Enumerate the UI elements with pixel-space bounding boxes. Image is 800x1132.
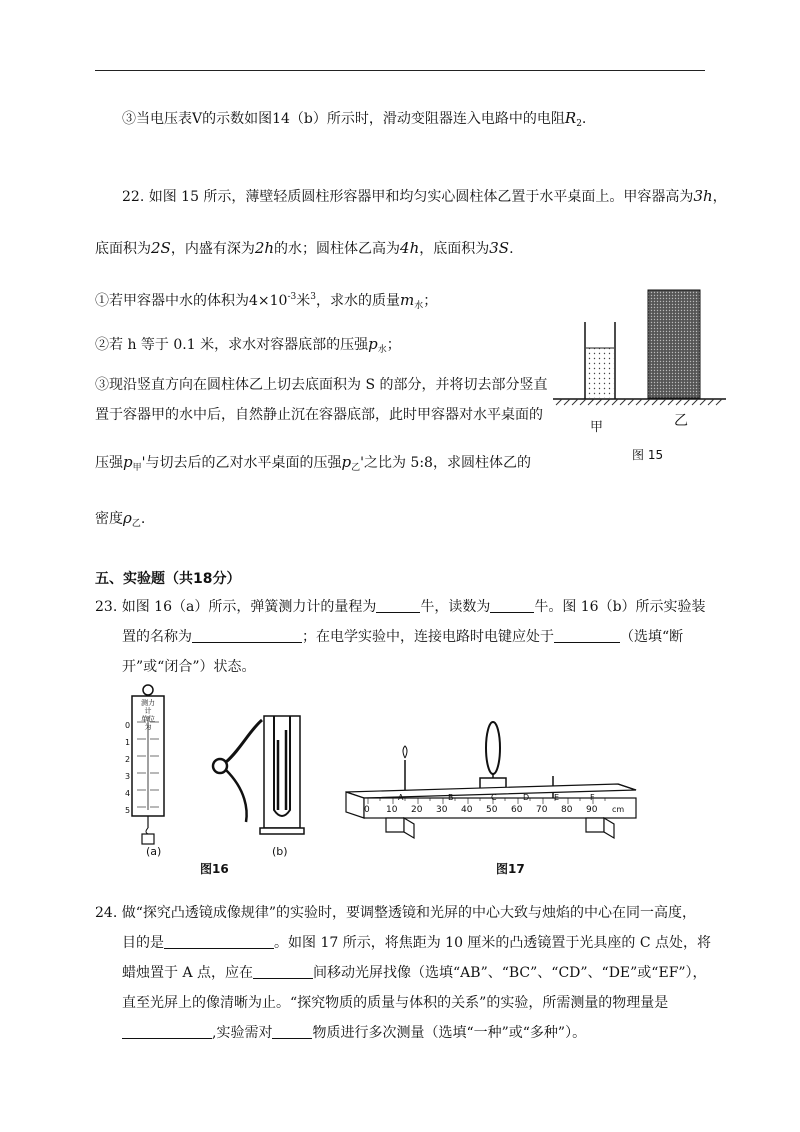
q21-part3 [122,108,586,129]
q23-text: 23. 如图 16（a）所示，弹簧测力计的量程为 [95,599,377,615]
water-body [586,348,614,398]
q24-text: ,实验需对 [212,1025,273,1041]
pressure-yi-subscript: 乙 [351,463,361,473]
mass-symbol: m [399,291,415,309]
scale-tick: 50 [486,805,498,815]
q23-text: 开”或“闭合”）状态。 [122,659,256,675]
point-d: D [523,793,530,802]
pressure-jia-symbol: p [123,453,133,471]
height-3h: 3h [693,187,713,205]
resistance-symbol: R [564,109,577,127]
density-subscript: 乙 [131,519,141,529]
density-symbol: ρ [123,509,132,527]
answer-blank-kinds[interactable] [272,1024,312,1039]
q22-punct: ， [712,189,727,205]
q22-text: ，求水的质量 [315,293,400,309]
q22-text: 22. 如图 15 所示，薄壁轻质圆柱形容器甲和均匀实心圆柱体乙置于水平桌面上。甲容器高为 [122,189,694,205]
scale-tick: 30 [436,805,448,815]
q22-text: ②若 h 等于 0.1 米，求水对容器底部的压强 [95,337,369,353]
scale-mark: 2 [125,755,131,764]
q24-text: 。如图 17 所示，将焦距为 10 厘米的凸透镜置于光具座的 C 点处，将 [274,935,712,951]
figure-17-caption: 图17 [496,862,525,876]
q24-text: 间移动光屏找像（选填“AB”、“BC”、“CD”、“DE”或“EF”）， [313,965,707,981]
q22-punct: ； [423,293,438,309]
resistance-subscript: 2 [576,119,582,129]
q22-punct: . [509,241,514,257]
answer-blank-quantities[interactable] [122,1024,212,1039]
scale-tick: 80 [561,805,573,815]
q22-text: 密度 [95,511,123,527]
scale-tick: 20 [411,805,423,815]
scale-tick: 90 [586,805,598,815]
scale-tick: 70 [536,805,548,815]
q24-line3 [122,962,707,982]
q23-text: ；在电学实验中，连接电路时电键应处于 [302,629,554,645]
q22-line2 [95,238,514,258]
mass-subscript: 水 [414,301,424,311]
q22-part3-l4 [95,508,145,529]
optical-bench-diagram [338,720,648,845]
q24-line4 [122,992,668,1012]
q24-text: 直至光屏上的像清晰为止。“探究物质的质量与体积的关系”的实验，所需测量的物理量是 [122,995,669,1011]
point-e: E [554,793,560,802]
scale-mark: 4 [125,789,131,798]
u-tube-manometer-diagram [206,710,306,840]
q23-text: 置的名称为 [122,629,192,645]
q24-line1 [95,902,696,922]
point-b: B [448,793,454,802]
scale-tick: 10 [386,805,398,815]
q24-text: 目的是 [122,935,164,951]
area-2s: 2S [151,239,171,257]
q24-line5 [122,1022,586,1042]
scale-mark: 0 [125,721,131,730]
scale-mark: 1 [125,738,131,747]
answer-blank-reading[interactable] [490,598,534,613]
q24-line2 [122,932,711,952]
q22-text: '之比为 5:8，求圆柱体乙的 [360,455,531,471]
q22-text: 底面积为 [95,241,151,257]
q22-part3-l2 [95,404,543,424]
q22-text: '与切去后的乙对水平桌面的压强 [141,455,342,471]
point-a: A [398,793,404,802]
answer-blank-range[interactable] [376,598,420,613]
q22-text: ，内盛有深为 [170,241,255,257]
q23-text: （选填“断 [620,629,684,645]
q22-part3-l3 [95,452,531,473]
meter-title-line2: 单位为 [141,715,155,731]
figure-15-label-jia: 甲 [590,420,604,435]
ground-hatch [556,399,722,405]
scale-mark: 5 [125,806,131,815]
answer-blank-switch[interactable] [554,628,620,643]
q22-text: ，底面积为 [419,241,490,257]
pressure-symbol: p [368,335,378,353]
depth-2h: 2h [254,239,275,257]
figure-15-label-yi: 乙 [674,413,688,429]
volume-value: 4×10 [249,293,288,309]
pressure-yi-symbol: p [341,453,352,471]
q22-part2 [95,334,401,355]
q22-part3-l1 [95,374,548,394]
q23-line2 [122,626,683,646]
answer-blank-purpose[interactable] [164,934,274,949]
point-c: C [491,793,497,802]
q22-line1 [122,186,727,206]
q21-part3-end: . [581,111,587,127]
header-rule [95,70,705,71]
figure-16-label-a: (a) [146,845,162,858]
meter-title-line1: 测力计 [141,699,155,715]
solid-cylinder [648,290,700,398]
scale-tick: 0 [364,805,370,815]
q22-punct: . [140,511,146,527]
scale-mark: 3 [125,772,131,781]
volume-unit: 米 [296,293,311,309]
q23-line3 [122,656,255,676]
q22-text: ③现沿竖直方向在圆柱体乙上切去底面积为 S 的部分，并将切去部分竖直 [95,377,548,393]
pressure-subscript: 水 [377,345,387,355]
volume-exponent: -3 [287,292,297,302]
q22-text: ①若甲容器中水的体积为 [95,293,249,309]
q24-text: 物质进行多次测量（选填“一种”或“多种”）。 [312,1025,587,1041]
scale-tick: 40 [461,805,473,815]
q22-punct: ； [386,337,401,353]
scale-unit: cm [612,805,625,814]
q23-text: 牛。图 16（b）所示实验装 [534,599,706,615]
q22-text: 的水；圆柱体乙高为 [274,241,401,257]
q22-text: 置于容器甲的水中后，自然静止沉在容器底部，此时甲容器对水平桌面的 [95,407,543,423]
q22-part1 [95,290,437,311]
meter-scale-left [125,717,135,819]
figure-16-caption: 图16 [200,862,229,876]
height-4h: 4h [400,239,420,257]
section-heading: 五、实验题（共18分） [95,571,241,587]
point-f: F [590,793,595,802]
pressure-jia-subscript: 甲 [132,463,142,473]
q24-text: 24. 做“探究凸透镜成像规律”的实验时，要调整透镜和光屏的中心大致与烛焰的中心在同一高度， [95,905,697,921]
q24-text: 蜡烛置于 A 点，应在 [122,965,254,981]
scale-tick: 60 [511,805,523,815]
answer-blank-device[interactable] [192,628,302,643]
answer-blank-interval[interactable] [253,964,313,979]
meter-title [138,699,158,731]
figure-15-diagram [548,282,728,422]
figure-15-caption: 图 15 [632,448,664,462]
q21-part3-text: ③当电压表V的示数如图14（b）所示时，滑动变阻器连入电路中的电阻 [122,111,565,127]
unit-exponent: 3 [310,292,316,302]
q23-line1 [95,596,706,616]
q22-text: 压强 [95,455,123,471]
q23-text: 牛，读数为 [420,599,491,615]
figure-16-label-b: (b) [272,845,288,858]
area-3s: 3S [489,239,510,257]
